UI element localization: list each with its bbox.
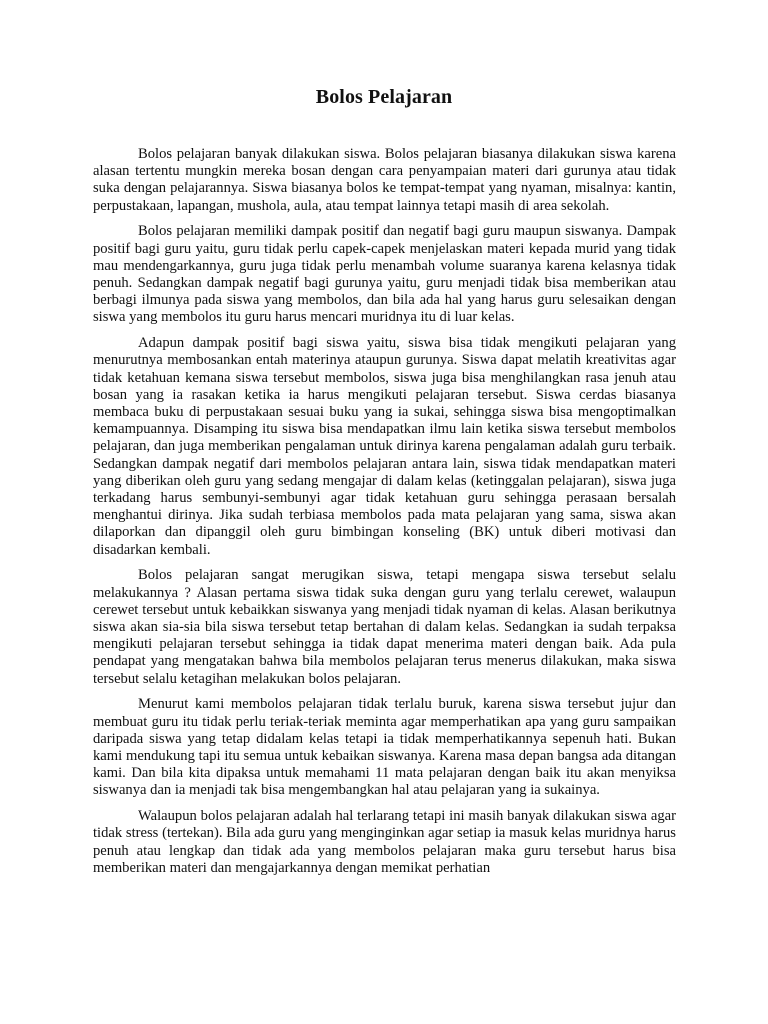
paragraph-1: Bolos pelajaran banyak dilakukan siswa. Bolos pelajaran biasanya dilakukan siswa karena alasan tertentu mungkin mereka bosan dengan cara penyampaian materi dari gurunya atau tidak suka dengan pelajarannya. Siswa biasanya bolos ke tempat-tempat yang nyaman, misalnya: kantin, perpustakaan, lapangan, mushola, aula, atau tempat lainnya tetapi masih di area sekolah. — [93, 146, 676, 214]
paragraph-5: Menurut kami membolos pelajaran tidak terlalu buruk, karena siswa tersebut jujur dan membuat guru itu tidak perlu teriak-teriak meminta agar memperhatikan apa yang guru sampaikan daripada siswa yang tetap didalam kelas tetapi ia tidak memperhatikannya sepenuh hati. Bukan kami mendukung tapi itu semua untuk kebaikan siswanya. Karena masa depan bangsa ada ditangan kami. Dan bila kita dipaksa untuk memahami 11 mata pelajaran dengan baik itu akan menyiksa siswanya dan ia menjadi tak bisa mengembangkan hal atau pelajaran yang ia sukainya. — [93, 696, 676, 799]
paragraph-4: Bolos pelajaran sangat merugikan siswa, tetapi mengapa siswa tersebut selalu melakukannya ? Alasan pertama siswa tidak suka dengan guru yang terlalu cerewet, walaupun cerewet tersebut untuk kebaikkan siswanya yang menjadi tidak nyaman di kelas. Alasan berikutnya siswa akan sia-sia bila siswa tersebut tetap bertahan di dalam kelas. Sedangkan ia sudah terpaksa mengikuti pelajaran tersebut sehingga ia tidak dapat menerima materi dengan baik. Ada pula pendapat yang mengatakan bahwa bila membolos pelajaran terus menerus dilakukan, maka siswa tersebut selalu ketagihan melakukan bolos pelajaran. — [93, 567, 676, 687]
paragraph-6: Walaupun bolos pelajaran adalah hal terlarang tetapi ini masih banyak dilakukan siswa agar tidak stress (tertekan). Bila ada guru yang menginginkan agar setiap ia masuk kelas muridnya harus penuh atau lengkap dan tidak ada yang membolos pelajaran maka guru tersebut harus bisa memberikan materi dan mengajarkannya dengan memikat perhatian — [93, 808, 676, 876]
paragraph-2: Bolos pelajaran memiliki dampak positif dan negatif bagi guru maupun siswanya. Dampak positif bagi guru yaitu, guru tidak perlu capek-capek menjelaskan materi kepada murid yang tidak mau mendengarkannya, guru juga tidak perlu menambah volume suaranya karena kelasnya tidak penuh. Sedangkan dampak negatif bagi gurunya yaitu, guru menjadi tidak bisa memberikan atau berbagi ilmunya pada siswa yang membolos, dan bila ada hal yang harus guru selesaikan dengan siswa yang membolos itu guru harus mencari muridnya itu di luar kelas. — [93, 223, 676, 326]
paragraph-3: Adapun dampak positif bagi siswa yaitu, siswa bisa tidak mengikuti pelajaran yang menurutnya membosankan entah materinya ataupun gurunya. Siswa dapat melatih kreativitas agar tidak ketahuan kemana siswa tersebut membolos, siswa juga bisa menghilangkan rasa jenuh atau bosan yang ia rasakan ketika ia harus mengikuti pelajaran tersebut. Siswa cerdas biasanya membaca buku di perpustakaan sesuai buku yang ia sukai, sehingga siswa bisa mengoptimalkan kemampuannya. Disamping itu siswa bisa mendapatkan ilmu lain ketika siswa tersebut membolos pelajaran, dan juga memberikan pengalaman untuk dirinya karena pengalaman adalah guru terbaik. Sedangkan dampak negatif dari membolos pelajaran antara lain, siswa tidak mendapatkan materi yang diberikan oleh guru yang sedang mengajar di dalam kelas (ketinggalan pelajaran), siswa juga terkadang harus sembunyi-sembunyi agar tidak ketahuan guru sehingga perasaan bersalah menghantui dirinya. Jika sudah terbiasa membolos pada mata pelajaran yang sama, siswa akan dilaporkan dan dipanggil oleh guru bimbingan konseling (BK) untuk diberi motivasi dan disadarkan kembali. — [93, 335, 676, 558]
document-body — [93, 146, 676, 886]
document-title: Bolos Pelajaran — [315, 86, 453, 108]
